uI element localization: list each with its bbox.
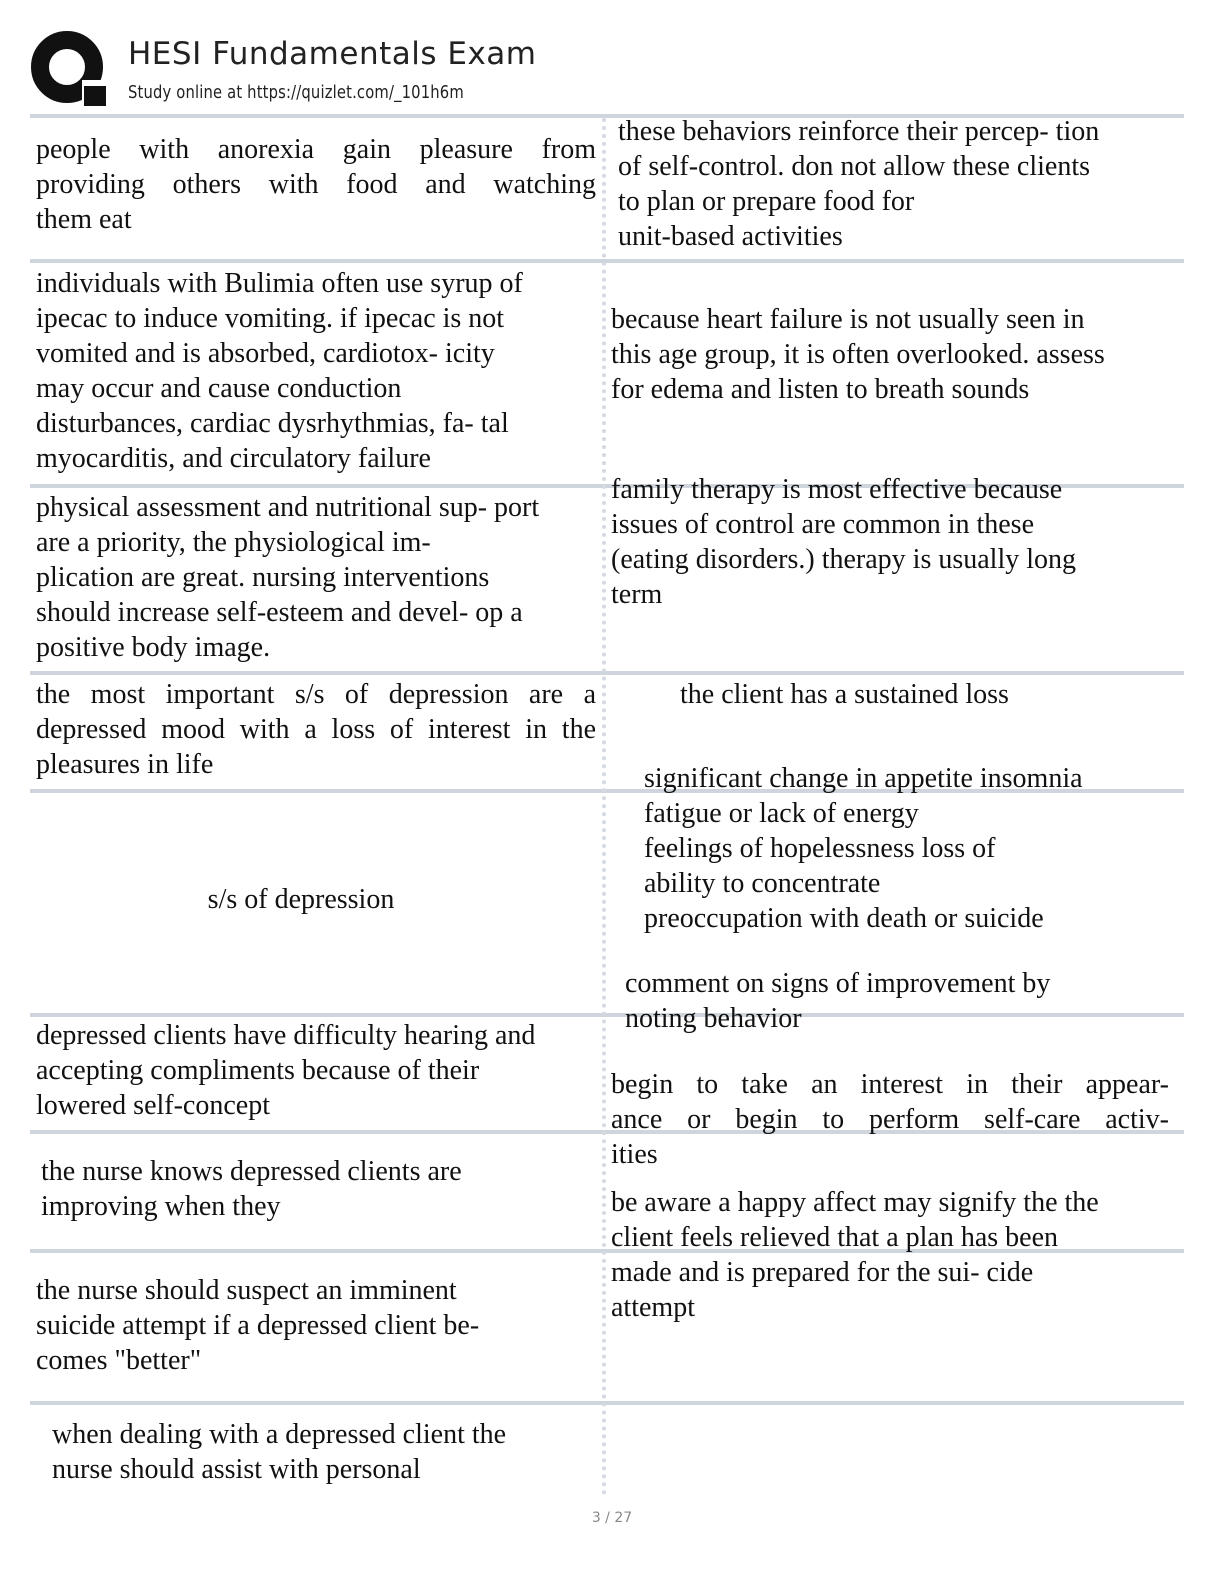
card-term: s/s of depression xyxy=(207,884,395,915)
document-title: HESI Fundamentals Exam xyxy=(128,36,537,72)
card-term: individuals with Bulimia often use syrup of ipecac to induce vomiting. if ipecac is not vomited and is absorbed, cardiotox- icity may occur and cause conduction disturbances, cardiac dysrhythmias, fa- tal myocarditis, and circulatory failure xyxy=(36,268,523,474)
card-definition: begin to take an interest in their appear- ance or begin to perform self-care activ- ities xyxy=(611,1069,1169,1170)
card-term: the nurse knows depressed clients are improving when they xyxy=(41,1156,462,1222)
card-term: depressed clients have difficulty hearing and accepting compliments because of their lowered self-concept xyxy=(36,1020,536,1121)
divider xyxy=(30,671,1184,675)
card-term: physical assessment and nutritional sup- port are a priority, the physiological im- plication are great. nursing interventions should increase self-esteem and devel- op a positive body image. xyxy=(36,492,540,663)
card-definition: comment on signs of improvement by noting behavior xyxy=(625,968,1051,1034)
page-number: 3 / 27 xyxy=(591,1510,633,1526)
divider xyxy=(30,1401,1184,1405)
card-definition: be aware a happy affect may signify the the client feels relieved that a plan has been made and is prepared for the sui- cide attempt xyxy=(611,1187,1099,1323)
card-term: the most important s/s of depression are a depressed mood with a loss of interest in the pleasures in life xyxy=(36,679,596,780)
card-definition: because heart failure is not usually seen in this age group, it is often overlooked. assess for edema and listen to breath sounds xyxy=(611,304,1105,405)
column-divider xyxy=(602,118,606,1496)
card-term: the nurse should suspect an imminent suicide attempt if a depressed client be- comes "better" xyxy=(36,1275,480,1376)
divider xyxy=(30,259,1184,263)
quizlet-logo-icon xyxy=(30,30,108,108)
card-term: when dealing with a depressed client the nurse should assist with personal xyxy=(52,1419,507,1485)
card-definition: significant change in appetite insomnia fatigue or lack of energy feelings of hopelessness loss of ability to concentrate preoccupation with death or suicide xyxy=(644,763,1083,934)
card-definition: these behaviors reinforce their percep- tion of self-control. don not allow these clients to plan or prepare food for unit-based activities xyxy=(618,116,1100,252)
card-term: people with anorexia gain pleasure from providing others with food and watching them eat xyxy=(36,134,596,235)
card-definition: family therapy is most effective because issues of control are common in these (eating disorders.) therapy is usually long term xyxy=(611,474,1077,610)
card-definition: the client has a sustained loss xyxy=(680,679,1009,710)
study-online-link[interactable]: Study online at https://quizlet.com/_101h6m xyxy=(128,82,464,103)
